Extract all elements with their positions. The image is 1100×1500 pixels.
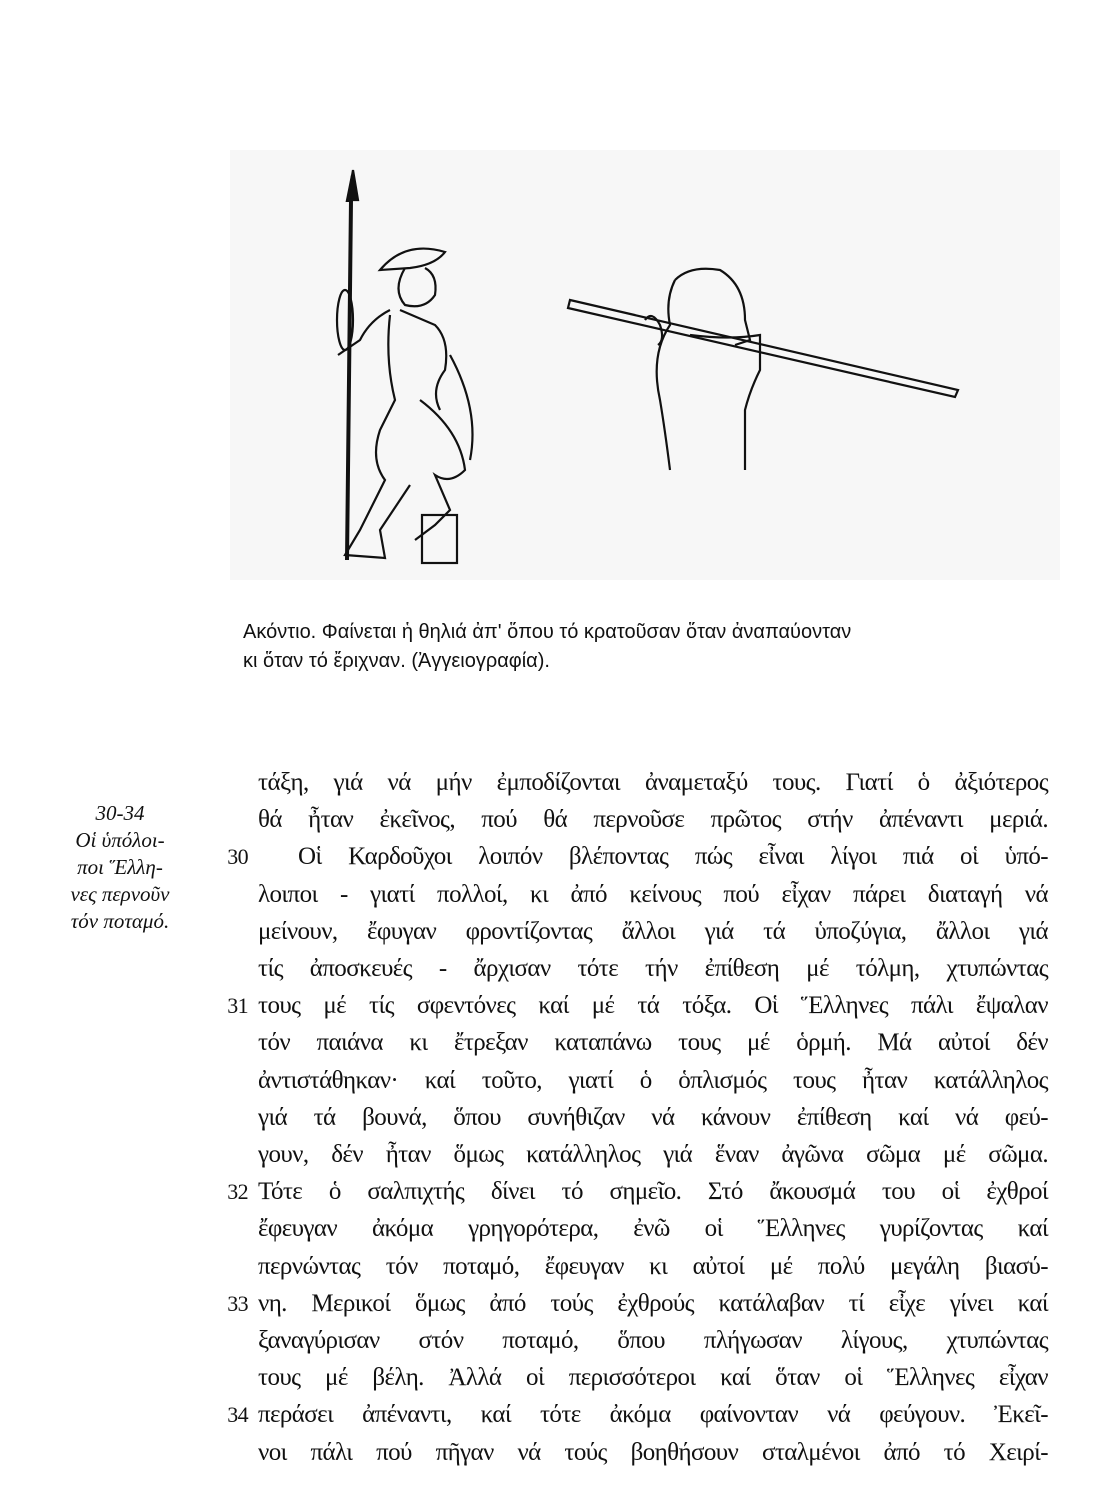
caption-line: Ακόντιο. Φαίνεται ἡ θηλιά ἀπ' ὅπου τό κρατοῦσαν ὅταν ἀναπαύονταν: [243, 621, 852, 643]
text-line: [258, 1210, 1048, 1247]
text-line: [258, 1024, 1048, 1061]
paragraph-number: 32: [227, 1179, 248, 1205]
line-text: γουν, δέν ἦταν ὅμως κατάλληλος γιά ἕναν ἀγῶνα σῶμα μέ σῶμα.: [258, 1141, 1048, 1169]
text-line: [227, 838, 1048, 875]
text-line: [258, 1322, 1048, 1359]
body-text: [227, 764, 1048, 1471]
line-text: τίς ἀποσκευές - ἄρχισαν τότε τήν ἐπίθεση μέ τόλμη, χτυπώντας: [258, 955, 1048, 983]
text-line: [258, 1248, 1048, 1285]
paragraph-number: 30: [227, 844, 248, 870]
text-line: [227, 987, 1048, 1024]
line-text: ἀντιστάθηκαν· καί τοῦτο, γιατί ὁ ὁπλισμός τους ἦταν κατάλληλος: [258, 1066, 1048, 1094]
caption-line: κι ὅταν τό ἔριχναν. (Ἀγγειογραφία).: [243, 650, 550, 672]
text-line: [258, 764, 1048, 801]
text-line: [258, 876, 1048, 913]
line-text: περάσει ἀπέναντι, καί τότε ἀκόμα φαίνονταν νά φεύγουν. Ἐκεῖ-: [258, 1401, 1048, 1429]
text-line: [258, 1136, 1048, 1173]
line-text: ἔφευγαν ἀκόμα γρηγορότερα, ἐνῶ οἱ Ἕλληνες γυρίζοντας καί: [258, 1215, 1048, 1243]
line-text: τους μέ βέλη. Ἀλλά οἱ περισσότεροι καί ὅταν οἱ Ἕλληνες εἶχαν: [258, 1364, 1048, 1392]
margin-note-line: τόν ποταμό.: [70, 909, 170, 933]
line-text: θά ἦταν ἐκεῖνος, πού θά περνοῦσε πρῶτος στήν ἀπέναντι μεριά.: [258, 806, 1048, 834]
line-text: Τότε ὁ σαλπιχτής δίνει τό σημεῖο. Στό ἄκουσμά του οἱ ἐχθροί: [258, 1178, 1048, 1206]
paragraph-number: 31: [227, 993, 248, 1019]
line-text: μείνουν, ἔφυγαν φροντίζοντας ἄλλοι γιά τά ὑποζύγια, ἄλλοι γιά: [258, 917, 1048, 945]
line-text: νη. Μερικοί ὅμως ἀπό τούς ἐχθρούς κατάλαβαν τί εἶχε γίνει καί: [258, 1289, 1048, 1317]
line-text: νοι πάλι πού πῆγαν νά τούς βοηθήσουν σταλμένοι ἀπό τό Χειρί-: [258, 1438, 1048, 1466]
text-line: [258, 1099, 1048, 1136]
paragraph-number: 33: [227, 1290, 248, 1316]
line-text: τους μέ τίς σφεντόνες καί μέ τά τόξα. Οἱ Ἕλληνες πάλι ἔψαλαν: [258, 992, 1048, 1020]
margin-note-line: ποι Ἕλλη-: [77, 855, 163, 879]
text-line: [258, 913, 1048, 950]
line-text: τόν παιάνα κι ἔτρεξαν καταπάνω τους μέ ὁρμή. Μά αὐτοί δέν: [258, 1029, 1048, 1057]
text-line: [258, 1062, 1048, 1099]
margin-note-range: 30-34: [95, 801, 145, 825]
text-line: [258, 950, 1048, 987]
text-line: [227, 1173, 1048, 1210]
line-text: γιά τά βουνά, ὅπου συνήθιζαν νά κάνουν ἐπίθεση καί νά φεύ-: [258, 1103, 1048, 1131]
line-text: περνώντας τόν ποταμό, ἔφευγαν κι αὐτοί μέ πολύ μεγάλη βιασύ-: [258, 1252, 1048, 1280]
line-text: τάξη, γιά νά μήν ἐμποδίζονται ἀναμεταξύ τους. Γιατί ὁ ἀξιότερος: [258, 769, 1048, 796]
paragraph-number: 34: [227, 1402, 248, 1428]
line-text: Οἱ Καρδοῦχοι λοιπόν βλέποντας πώς εἶναι λίγοι πιά οἱ ὑπό-: [298, 843, 1048, 871]
text-line: [227, 1396, 1048, 1433]
margin-note-line: Οἱ ὑπόλοι-: [75, 828, 165, 852]
line-text: ξαναγύρισαν στόν ποταμό, ὅπου πλήγωσαν λίγους, χτυπώντας: [258, 1327, 1048, 1355]
text-line: [258, 801, 1048, 838]
margin-note: [60, 800, 180, 935]
javelin-illustration: [220, 140, 1070, 590]
text-line: [227, 1285, 1048, 1322]
text-line: [258, 1359, 1048, 1396]
margin-note-line: νες περνοῦν: [70, 882, 170, 906]
figure-caption: [243, 618, 851, 676]
text-line: [258, 1434, 1048, 1471]
line-text: λοιποι - γιατί πολλοί, κι ἀπό κείνους πού εἶχαν πάρει διαταγή νά: [258, 880, 1048, 908]
